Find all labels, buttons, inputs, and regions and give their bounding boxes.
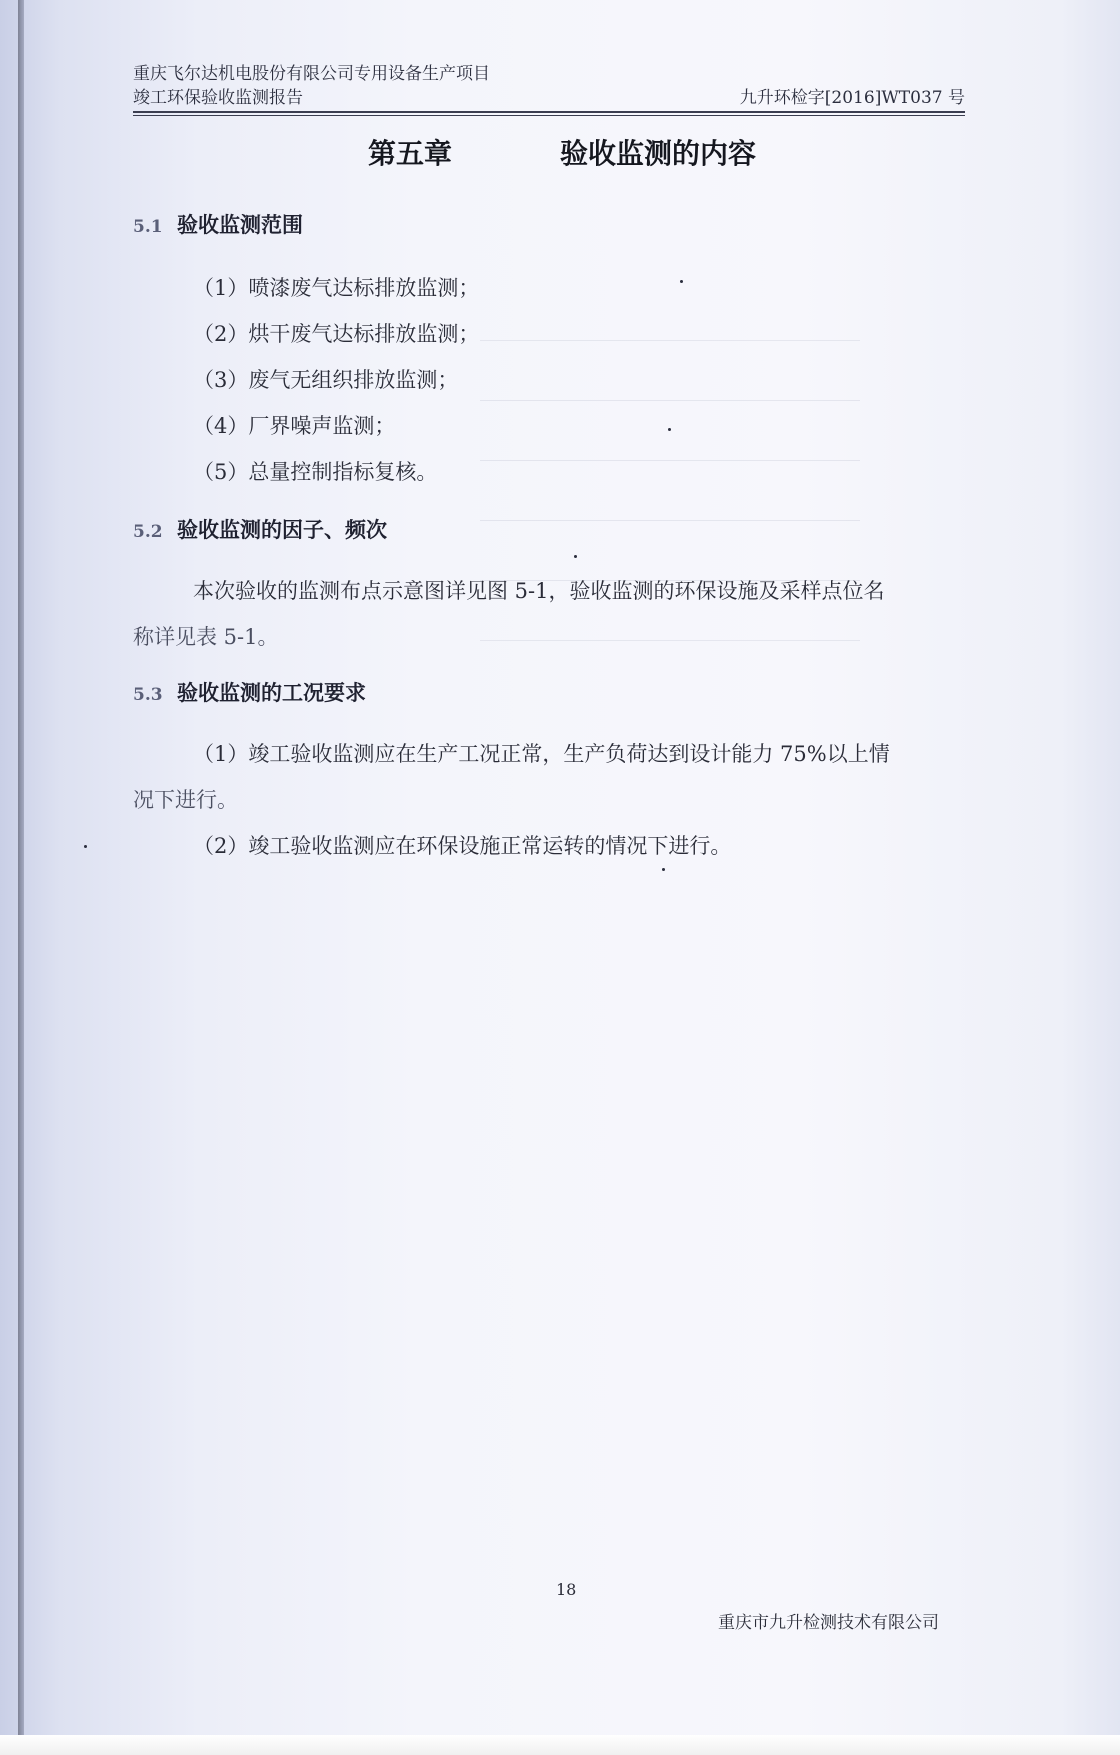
header-rule-thin [133, 115, 965, 116]
header-report-code: 九升环检字[2016]WT037 号 [739, 88, 965, 108]
scan-speck [668, 428, 671, 431]
scan-speck [574, 555, 577, 558]
scan-speck [84, 845, 87, 848]
scan-speck [680, 280, 683, 283]
header-report-type: 竣工环保验收监测报告 [133, 88, 303, 108]
section-title: 验收监测的因子、频次 [177, 517, 387, 542]
section-number: 5.2 [133, 522, 163, 542]
section-heading-5-1 [133, 209, 303, 239]
chapter-number: 第五章 [368, 137, 453, 170]
scan-binding-edge [18, 0, 24, 1755]
list-item: （5）总量控制指标复核。 [193, 460, 438, 484]
section-title: 验收监测的工况要求 [177, 680, 366, 705]
list-item: （2）烘干废气达标排放监测； [193, 322, 480, 346]
list-item: （3）废气无组织排放监测； [193, 368, 459, 392]
section-number: 5.3 [133, 685, 163, 705]
paragraph-line: （2）竣工验收监测应在环保设施正常运转的情况下进行。 [193, 834, 732, 858]
page-number: 18 [556, 1580, 577, 1599]
section-heading-5-2 [133, 514, 387, 544]
section-number: 5.1 [133, 217, 163, 237]
header-project-name: 重庆飞尔达机电股份有限公司专用设备生产项目 [133, 64, 490, 84]
scan-speck [662, 868, 665, 871]
header-rule [133, 111, 965, 113]
section-heading-5-3 [133, 677, 366, 707]
paragraph-line: 称详见表 5-1。 [133, 625, 279, 649]
scan-bottom-edge [0, 1735, 1120, 1755]
list-item: （4）厂界噪声监测； [193, 414, 396, 438]
footer-company: 重庆市九升检测技术有限公司 [718, 1613, 939, 1633]
paragraph-line: 况下进行。 [133, 788, 238, 812]
section-title: 验收监测范围 [177, 212, 303, 237]
list-item: （1）喷漆废气达标排放监测； [193, 276, 480, 300]
paragraph-line: 本次验收的监测布点示意图详见图 5-1，验收监测的环保设施及采样点位名 [193, 579, 885, 603]
bleed-through-table [480, 300, 860, 700]
paragraph-line: （1）竣工验收监测应在生产工况正常，生产负荷达到设计能力 75%以上情 [193, 742, 890, 766]
chapter-title: 验收监测的内容 [560, 137, 757, 170]
